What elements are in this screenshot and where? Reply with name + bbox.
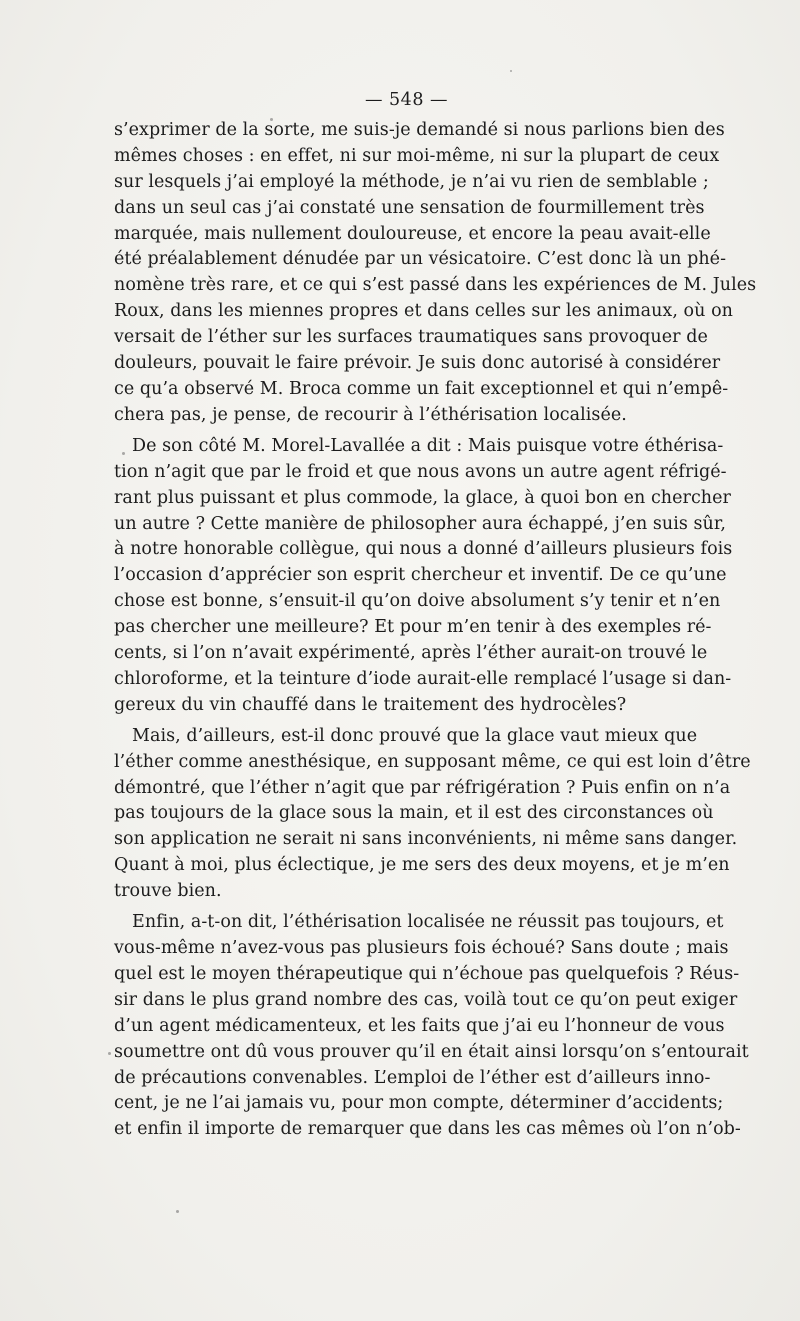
paragraph-3: [114, 724, 751, 905]
text-line: marquée, mais nullement douloureuse, et encore la peau avait-elle: [114, 223, 711, 244]
page-text: [114, 88, 757, 1148]
text-line: tion n’agit que par le froid et que nous avons un autre agent réfrigé-: [114, 461, 727, 482]
text-line: De son côté M. Morel-Lavallée a dit : Mais puisque votre éthérisa-: [132, 435, 724, 456]
text-line: quel est le moyen thérapeutique qui n’échoue pas quelquefois ? Réus-: [114, 963, 740, 984]
print-speck: [108, 1052, 111, 1055]
text-line: de précautions convenables. L’emploi de l’éther est d’ailleurs inno-: [114, 1067, 711, 1088]
text-line: un autre ? Cette manière de philosopher aura échappé, j’en suis sûr,: [114, 513, 726, 534]
text-line: ce qu’a observé M. Broca comme un fait exceptionnel et qui n’empê-: [114, 378, 729, 399]
text-line: trouve bien.: [114, 881, 222, 902]
text-line: douleurs, pouvait le faire prévoir. Je suis donc autorisé à considérer: [114, 353, 721, 374]
text-line: l’éther comme anesthésique, en supposant même, ce qui est loin d’être: [114, 751, 751, 772]
text-line: et enfin il importe de remarquer que dans les cas mêmes où l’on n’ob-: [114, 1119, 741, 1140]
text-line: Mais, d’ailleurs, est-il donc prouvé que la glace vaut mieux que: [132, 725, 698, 746]
text-line: rant plus puissant et plus commode, la glace, à quoi bon en chercher: [114, 487, 731, 508]
paragraph-2: [114, 434, 733, 719]
text-line: nomène très rare, et ce qui s’est passé dans les expériences de M. Jules: [114, 275, 757, 296]
text-line: versait de l’éther sur les surfaces traumatiques sans provoquer de: [114, 327, 708, 348]
text-line: l’occasion d’apprécier son esprit chercheur et inventif. De ce qu’une: [114, 565, 727, 586]
text-line: Quant à moi, plus éclectique, je me sers des deux moyens, et je m’en: [114, 855, 730, 876]
text-line: d’un agent médicamenteux, et les faits que j’ai eu l’honneur de vous: [114, 1015, 725, 1036]
text-line: son application ne serait ni sans inconvénients, ni même sans danger.: [114, 829, 738, 850]
text-line: pas toujours de la glace sous la main, et il est des circonstances où: [114, 803, 714, 824]
paragraph-4: [114, 910, 749, 1143]
text-line: chera pas, je pense, de recourir à l’éthérisation localisée.: [114, 404, 627, 425]
text-line: été préalablement dénudée par un vésicatoire. C’est donc là un phé-: [114, 249, 727, 270]
text-line: dans un seul cas j’ai constaté une sensation de fourmillement très: [114, 197, 705, 218]
text-line: chose est bonne, s’ensuit-il qu’on doive absolument s’y tenir et n’en: [114, 591, 721, 612]
print-speck: [176, 1210, 179, 1213]
text-line: Enfin, a-t-on dit, l’éthérisation localisée ne réussit pas toujours, et: [132, 912, 724, 933]
print-speck: [510, 70, 512, 72]
text-line: cents, si l’on n’avait expérimenté, après l’éther aurait-on trouvé le: [114, 643, 708, 664]
text-line: Roux, dans les miennes propres et dans celles sur les animaux, où on: [114, 301, 733, 322]
text-line: démontré, que l’éther n’agit que par réfrigération ? Puis enfin on n’a: [114, 777, 731, 798]
text-line: vous-même n’avez-vous pas plusieurs fois échoué? Sans doute ; mais: [114, 938, 729, 958]
paragraph-1: [114, 118, 757, 429]
text-line: sir dans le plus grand nombre des cas, voilà tout ce qu’on peut exiger: [114, 989, 738, 1010]
text-line: s’exprimer de la sorte, me suis-je demandé si nous parlions bien des: [114, 119, 725, 140]
text-line: gereux du vin chauffé dans le traitement des hydrocèles?: [114, 694, 627, 715]
text-line: soumettre ont dû vous prouver qu’il en était ainsi lorsqu’on s’entourait: [114, 1041, 749, 1062]
text-line: mêmes choses : en effet, ni sur moi-même, ni sur la plupart de ceux: [114, 145, 720, 166]
page-number: — 548 —: [364, 90, 449, 110]
text-line: chloroforme, et la teinture d’iode aurait-elle remplacé l’usage si dan-: [114, 668, 732, 689]
text-line: pas chercher une meilleure? Et pour m’en tenir à des exemples ré-: [114, 617, 712, 638]
text-line: à notre honorable collègue, qui nous a donné d’ailleurs plusieurs fois: [114, 539, 733, 560]
text-line: cent, je ne l’ai jamais vu, pour mon compte, déterminer d’accidents;: [114, 1093, 724, 1114]
text-line: sur lesquels j’ai employé la méthode, je n’ai vu rien de semblable ;: [114, 171, 709, 192]
